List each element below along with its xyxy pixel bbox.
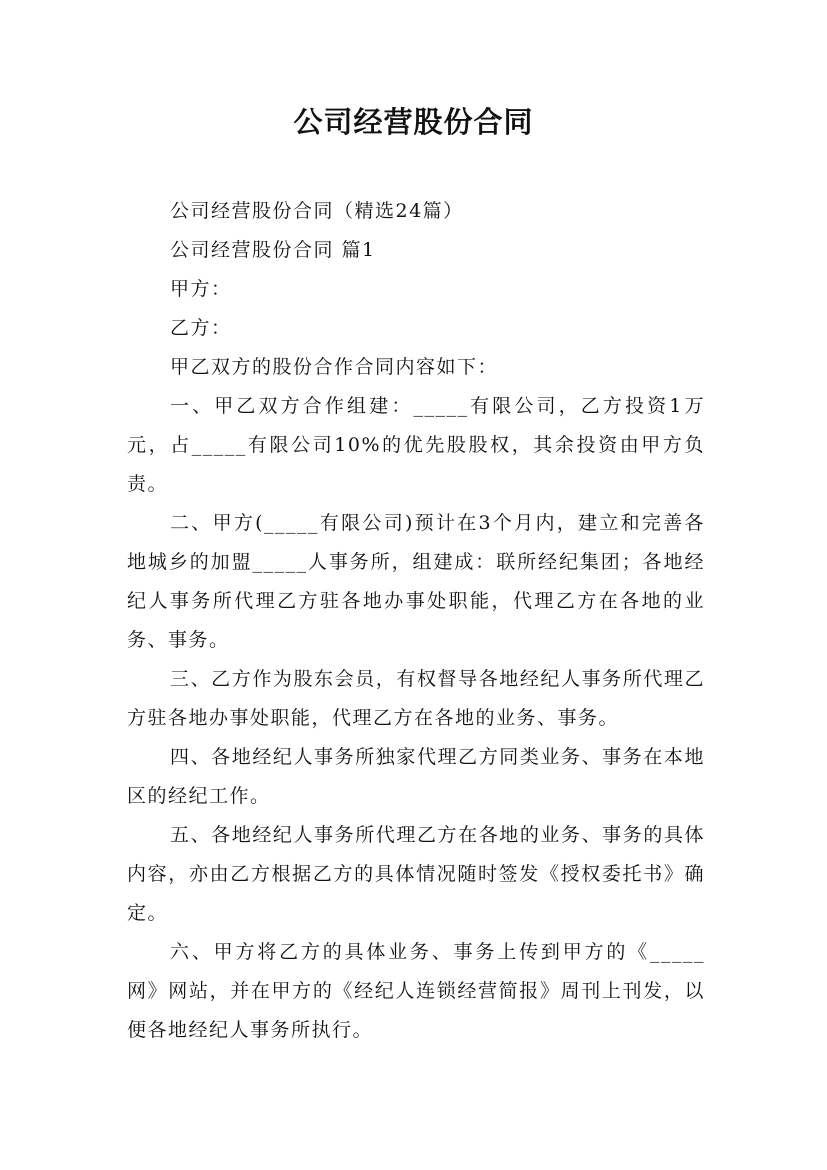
paragraph-party-a: 甲方：: [170, 278, 232, 300]
paragraph-subtitle: 公司经营股份合同（精选24篇）: [170, 200, 464, 222]
paragraph-heading: 公司经营股份合同 篇1: [170, 239, 376, 261]
paragraph-clause-3: 三、乙方作为股东会员，有权督导各地经纪人事务所代理乙方驻各地办事处职能，代理乙方在各地的业务、事务。: [127, 668, 705, 729]
paragraph-clause-1: 一、甲乙双方合作组建：_____有限公司，乙方投资1万元，占_____有限公司10%的优先股股权，其余投资由甲方负责。: [127, 395, 705, 495]
paragraph-party-b: 乙方：: [170, 317, 232, 339]
paragraph-intro: 甲乙双方的股份合作合同内容如下：: [170, 356, 499, 378]
document-body: [127, 192, 705, 1050]
document-title: 公司经营股份合同: [293, 105, 534, 139]
paragraph-clause-6: 六、甲方将乙方的具体业务、事务上传到甲方的《_____网》网站，并在甲方的《经纪人连锁经营简报》周刊上刊发，以便各地经纪人事务所执行。: [127, 941, 705, 1041]
paragraph-clause-4: 四、各地经纪人事务所独家代理乙方同类业务、事务在本地区的经纪工作。: [127, 746, 705, 807]
paragraph-clause-2: 二、甲方(_____有限公司)预计在3个月内，建立和完善各地城乡的加盟_____人事务所，组建成：联所经纪集团；各地经纪人事务所代理乙方驻各地办事处职能，代理乙方在各地的业务、事务。: [127, 512, 705, 651]
paragraph-clause-5: 五、各地经纪人事务所代理乙方在各地的业务、事务的具体内容，亦由乙方根据乙方的具体情况随时签发《授权委托书》确定。: [127, 824, 705, 924]
